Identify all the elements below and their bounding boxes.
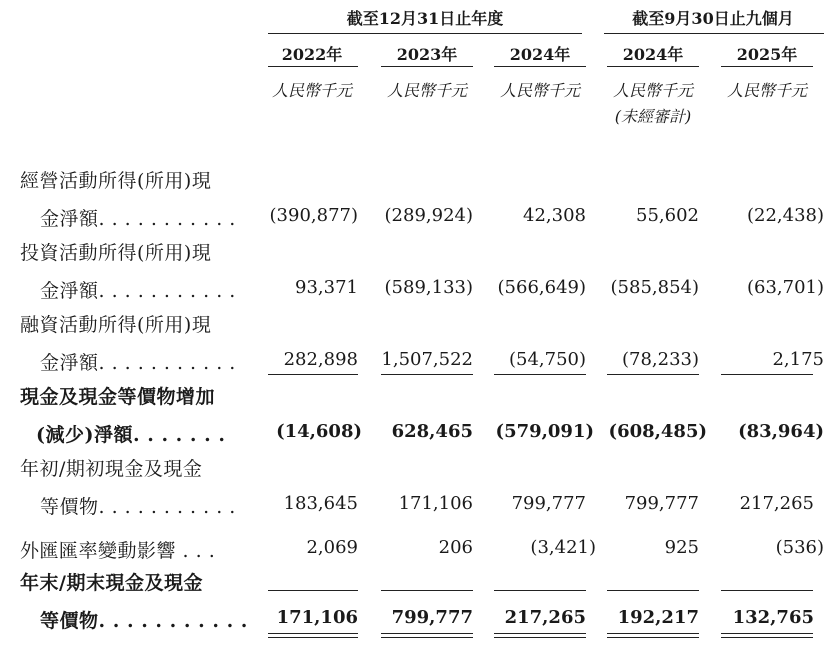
- value-cell: 799,777: [511, 493, 586, 514]
- value-cell: 171,106: [398, 493, 473, 514]
- row-label-closing-cash-line2: 等價物. . . . . . . . . . .: [40, 610, 248, 632]
- value-cell: (608,485): [608, 421, 707, 442]
- value-cell: (63,701): [746, 277, 824, 298]
- row-label-fx-effect: 外匯匯率變動影響 . . .: [20, 540, 216, 562]
- value-cell: (390,877): [269, 205, 358, 226]
- value-cell: (289,924): [384, 205, 473, 226]
- year-header-2025-9m: 2025年: [736, 45, 798, 64]
- value-cell: 2,175: [772, 349, 824, 370]
- row-label-opening-cash-line2: 等價物. . . . . . . . . . .: [40, 496, 236, 518]
- value-cell: 799,777: [391, 607, 473, 628]
- value-cell: (83,964): [738, 421, 824, 442]
- year-header-2024-9m: 2024年: [622, 45, 684, 64]
- value-cell: 206: [438, 537, 473, 558]
- value-cell: 93,371: [295, 277, 358, 298]
- value-cell: 132,765: [732, 607, 814, 628]
- year-underline: [494, 66, 586, 67]
- row-label-investing-line1: 投資活動所得(所用)現: [20, 242, 212, 264]
- total-rule-top: [268, 590, 358, 591]
- row-label-opening-cash-line1: 年初/期初現金及現金: [20, 458, 203, 480]
- year-underline: [268, 66, 358, 67]
- value-cell: (54,750): [508, 349, 586, 370]
- unit-label: 人民幣千元: [499, 81, 580, 100]
- unit-label: 人民幣千元: [726, 81, 807, 100]
- double-underline: [381, 633, 473, 634]
- double-underline: [494, 637, 586, 638]
- group-title-nine-months: 截至9月30日止九個月: [632, 9, 794, 28]
- value-cell: 217,265: [739, 493, 814, 514]
- value-cell: (536): [775, 537, 824, 558]
- value-cell: (566,649): [497, 277, 586, 298]
- unit-label: 人民幣千元: [386, 81, 467, 100]
- total-rule-top: [607, 590, 699, 591]
- value-cell: 282,898: [283, 349, 358, 370]
- row-label-net-change-line2: (減少)淨額. . . . . . .: [36, 424, 226, 446]
- double-underline: [494, 633, 586, 634]
- value-cell: 42,308: [523, 205, 586, 226]
- subtotal-rule: [721, 374, 813, 375]
- year-underline: [607, 66, 699, 67]
- unaudited-note: (未經審計): [614, 107, 692, 126]
- year-underline: [721, 66, 813, 67]
- value-cell: 217,265: [504, 607, 586, 628]
- double-underline: [381, 637, 473, 638]
- value-cell: (579,091): [495, 421, 594, 442]
- value-cell: 55,602: [636, 205, 699, 226]
- row-label-financing-line2: 金淨額. . . . . . . . . . .: [40, 352, 236, 374]
- group-title-full-year: 截至12月31日止年度: [346, 9, 504, 28]
- double-underline: [721, 637, 813, 638]
- value-cell: 628,465: [391, 421, 473, 442]
- double-underline: [607, 633, 699, 634]
- subtotal-rule: [381, 374, 473, 375]
- subtotal-rule: [268, 374, 358, 375]
- double-underline: [268, 637, 358, 638]
- value-cell: (3,421): [530, 537, 596, 558]
- double-underline: [268, 633, 358, 634]
- row-label-operating-line1: 經營活動所得(所用)現: [20, 170, 212, 192]
- group-underline-full-year: [268, 33, 582, 34]
- row-label-investing-line2: 金淨額. . . . . . . . . . .: [40, 280, 236, 302]
- value-cell: 183,645: [283, 493, 358, 514]
- value-cell: 2,069: [306, 537, 358, 558]
- subtotal-rule: [494, 374, 586, 375]
- double-underline: [607, 637, 699, 638]
- value-cell: (14,608): [276, 421, 362, 442]
- value-cell: (585,854): [610, 277, 699, 298]
- year-header-2024: 2024年: [509, 45, 571, 64]
- year-header-2022: 2022年: [281, 45, 343, 64]
- subtotal-rule: [607, 374, 699, 375]
- row-label-closing-cash-line1: 年末/期末現金及現金: [20, 572, 203, 594]
- total-rule-top: [494, 590, 586, 591]
- value-cell: (78,233): [621, 349, 699, 370]
- value-cell: (589,133): [384, 277, 473, 298]
- year-header-2023: 2023年: [396, 45, 458, 64]
- row-label-financing-line1: 融資活動所得(所用)現: [20, 314, 212, 336]
- unit-label: 人民幣千元: [271, 81, 352, 100]
- value-cell: (22,438): [746, 205, 824, 226]
- unit-label: 人民幣千元: [612, 81, 693, 100]
- value-cell: 171,106: [276, 607, 358, 628]
- value-cell: 1,507,522: [381, 349, 473, 370]
- row-label-operating-line2: 金淨額. . . . . . . . . . .: [40, 208, 236, 230]
- value-cell: 925: [664, 537, 699, 558]
- year-underline: [381, 66, 473, 67]
- double-underline: [721, 633, 813, 634]
- total-rule-top: [381, 590, 473, 591]
- group-underline-nine-months: [604, 33, 824, 34]
- row-label-net-change-line1: 現金及現金等價物增加: [20, 386, 216, 408]
- value-cell: 192,217: [617, 607, 699, 628]
- value-cell: 799,777: [624, 493, 699, 514]
- total-rule-top: [721, 590, 813, 591]
